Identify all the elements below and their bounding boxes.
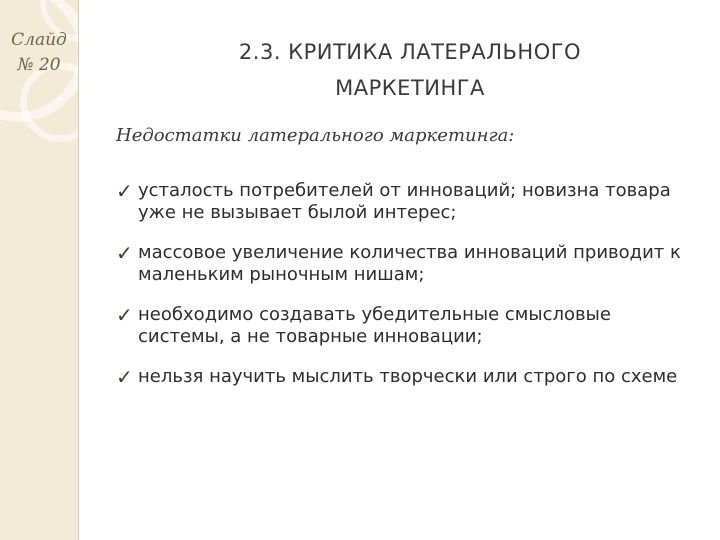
title-line-1: 2.3. КРИТИКА ЛАТЕРАЛЬНОГО	[238, 40, 582, 64]
checkmark-icon: ✓	[116, 179, 133, 203]
slide-sidebar	[0, 0, 79, 540]
checkmark-icon: ✓	[116, 365, 133, 389]
checkmark-icon: ✓	[116, 241, 133, 265]
list-item	[116, 242, 696, 286]
list-item-text: необходимо создавать убедительные смысловые системы, а не товарные инновации;	[138, 304, 611, 347]
list-item	[116, 304, 696, 348]
list-item-text: усталость потребителей от инноваций; новизна товара уже не вызывает былой интерес;	[138, 180, 671, 223]
slide-subtitle: Недостатки латерального маркетинга:	[116, 125, 515, 146]
checkmark-icon: ✓	[116, 303, 133, 327]
title-line-2: МАРКЕТИНГА	[335, 76, 485, 100]
slide-label-number: № 20	[17, 55, 61, 75]
list-item-text: массовое увеличение количества инноваций приводит к маленьким рыночным нишам;	[138, 242, 681, 285]
bullet-list	[116, 180, 696, 406]
slide-number-label	[0, 28, 78, 78]
slide-label-word: Слайд	[11, 30, 67, 50]
list-item-text: нельзя научить мыслить творчески или строго по схеме	[138, 366, 678, 387]
list-item	[116, 366, 696, 388]
list-item	[116, 180, 696, 224]
slide-title	[150, 34, 670, 106]
